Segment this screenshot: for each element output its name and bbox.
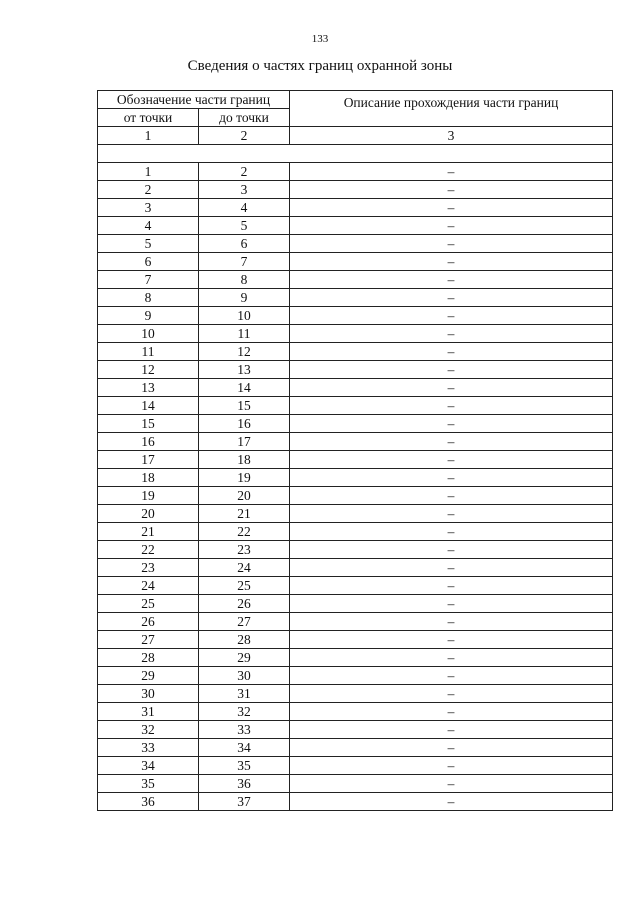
cell-desc: – bbox=[290, 415, 613, 433]
cell-to: 14 bbox=[199, 379, 290, 397]
cell-to: 34 bbox=[199, 739, 290, 757]
table-row bbox=[98, 649, 613, 667]
table-row bbox=[98, 433, 613, 451]
empty-separator-row bbox=[98, 145, 613, 163]
cell-desc: – bbox=[290, 631, 613, 649]
table-row bbox=[98, 361, 613, 379]
table-header-row bbox=[98, 91, 613, 109]
cell-desc: – bbox=[290, 793, 613, 811]
cell-from: 27 bbox=[98, 631, 199, 649]
cell-desc: – bbox=[290, 721, 613, 739]
cell-from: 15 bbox=[98, 415, 199, 433]
cell-from: 35 bbox=[98, 775, 199, 793]
cell-to: 17 bbox=[199, 433, 290, 451]
cell-desc: – bbox=[290, 541, 613, 559]
cell-desc: – bbox=[290, 775, 613, 793]
table-row bbox=[98, 793, 613, 811]
cell-from: 12 bbox=[98, 361, 199, 379]
column-number-row bbox=[98, 127, 613, 145]
cell-desc: – bbox=[290, 559, 613, 577]
cell-desc: – bbox=[290, 523, 613, 541]
cell-desc: – bbox=[290, 397, 613, 415]
cell-to: 18 bbox=[199, 451, 290, 469]
cell-to: 33 bbox=[199, 721, 290, 739]
cell-from: 7 bbox=[98, 271, 199, 289]
cell-to: 10 bbox=[199, 307, 290, 325]
cell-desc: – bbox=[290, 451, 613, 469]
cell-to: 20 bbox=[199, 487, 290, 505]
cell-to: 25 bbox=[199, 577, 290, 595]
cell-from: 31 bbox=[98, 703, 199, 721]
cell-desc: – bbox=[290, 163, 613, 181]
cell-desc: – bbox=[290, 649, 613, 667]
table-row bbox=[98, 343, 613, 361]
table-row bbox=[98, 757, 613, 775]
cell-to: 19 bbox=[199, 469, 290, 487]
cell-desc: – bbox=[290, 703, 613, 721]
cell-from: 36 bbox=[98, 793, 199, 811]
cell-from: 19 bbox=[98, 487, 199, 505]
table-row bbox=[98, 397, 613, 415]
cell-from: 10 bbox=[98, 325, 199, 343]
cell-from: 34 bbox=[98, 757, 199, 775]
table-row bbox=[98, 631, 613, 649]
cell-from: 28 bbox=[98, 649, 199, 667]
table-row bbox=[98, 469, 613, 487]
table-row bbox=[98, 703, 613, 721]
cell-to: 7 bbox=[199, 253, 290, 271]
cell-from: 26 bbox=[98, 613, 199, 631]
cell-to: 3 bbox=[199, 181, 290, 199]
table-row bbox=[98, 667, 613, 685]
cell-desc: – bbox=[290, 343, 613, 361]
table-row bbox=[98, 181, 613, 199]
cell-desc: – bbox=[290, 739, 613, 757]
table-row bbox=[98, 271, 613, 289]
table-row bbox=[98, 721, 613, 739]
table-row bbox=[98, 595, 613, 613]
cell-to: 30 bbox=[199, 667, 290, 685]
cell-from: 5 bbox=[98, 235, 199, 253]
cell-from: 20 bbox=[98, 505, 199, 523]
cell-desc: – bbox=[290, 595, 613, 613]
cell-from: 16 bbox=[98, 433, 199, 451]
table-row bbox=[98, 235, 613, 253]
cell-from: 30 bbox=[98, 685, 199, 703]
column-number-1: 1 bbox=[98, 127, 199, 145]
cell-desc: – bbox=[290, 487, 613, 505]
cell-desc: – bbox=[290, 685, 613, 703]
cell-to: 2 bbox=[199, 163, 290, 181]
cell-from: 29 bbox=[98, 667, 199, 685]
cell-from: 6 bbox=[98, 253, 199, 271]
table-row bbox=[98, 487, 613, 505]
table-row bbox=[98, 685, 613, 703]
cell-from: 4 bbox=[98, 217, 199, 235]
cell-desc: – bbox=[290, 271, 613, 289]
cell-from: 3 bbox=[98, 199, 199, 217]
table-row bbox=[98, 415, 613, 433]
cell-to: 11 bbox=[199, 325, 290, 343]
boundary-parts-table bbox=[97, 90, 613, 811]
cell-from: 9 bbox=[98, 307, 199, 325]
document-title: Сведения о частях границ охранной зоны bbox=[187, 58, 453, 74]
table-row bbox=[98, 325, 613, 343]
cell-to: 23 bbox=[199, 541, 290, 559]
cell-to: 15 bbox=[199, 397, 290, 415]
cell-to: 32 bbox=[199, 703, 290, 721]
table-row bbox=[98, 775, 613, 793]
page-number: 133 bbox=[311, 33, 329, 45]
cell-to: 26 bbox=[199, 595, 290, 613]
cell-to: 31 bbox=[199, 685, 290, 703]
table-row bbox=[98, 217, 613, 235]
cell-from: 25 bbox=[98, 595, 199, 613]
cell-to: 5 bbox=[199, 217, 290, 235]
table-row bbox=[98, 163, 613, 181]
cell-from: 1 bbox=[98, 163, 199, 181]
cell-to: 36 bbox=[199, 775, 290, 793]
cell-desc: – bbox=[290, 379, 613, 397]
cell-from: 13 bbox=[98, 379, 199, 397]
table-row bbox=[98, 577, 613, 595]
cell-to: 9 bbox=[199, 289, 290, 307]
cell-to: 35 bbox=[199, 757, 290, 775]
cell-from: 23 bbox=[98, 559, 199, 577]
table-row bbox=[98, 613, 613, 631]
cell-from: 32 bbox=[98, 721, 199, 739]
cell-desc: – bbox=[290, 307, 613, 325]
cell-from: 21 bbox=[98, 523, 199, 541]
cell-desc: – bbox=[290, 469, 613, 487]
cell-from: 8 bbox=[98, 289, 199, 307]
cell-from: 11 bbox=[98, 343, 199, 361]
column-number-2: 2 bbox=[199, 127, 290, 145]
table-row bbox=[98, 289, 613, 307]
table-row bbox=[98, 523, 613, 541]
cell-desc: – bbox=[290, 505, 613, 523]
cell-to: 13 bbox=[199, 361, 290, 379]
cell-to: 37 bbox=[199, 793, 290, 811]
cell-to: 29 bbox=[199, 649, 290, 667]
cell-to: 28 bbox=[199, 631, 290, 649]
table-row bbox=[98, 505, 613, 523]
cell-from: 2 bbox=[98, 181, 199, 199]
cell-from: 18 bbox=[98, 469, 199, 487]
empty-separator-cell bbox=[98, 145, 613, 163]
header-description: Описание прохождения части границ bbox=[290, 91, 613, 127]
table-row bbox=[98, 379, 613, 397]
cell-to: 12 bbox=[199, 343, 290, 361]
cell-to: 24 bbox=[199, 559, 290, 577]
cell-to: 6 bbox=[199, 235, 290, 253]
cell-desc: – bbox=[290, 433, 613, 451]
cell-desc: – bbox=[290, 757, 613, 775]
cell-desc: – bbox=[290, 361, 613, 379]
cell-from: 17 bbox=[98, 451, 199, 469]
table-row bbox=[98, 307, 613, 325]
cell-desc: – bbox=[290, 325, 613, 343]
column-number-3: 3 bbox=[290, 127, 613, 145]
cell-to: 21 bbox=[199, 505, 290, 523]
cell-desc: – bbox=[290, 577, 613, 595]
cell-desc: – bbox=[290, 199, 613, 217]
cell-desc: – bbox=[290, 217, 613, 235]
header-to-point: до точки bbox=[199, 109, 290, 127]
table-row bbox=[98, 199, 613, 217]
cell-from: 33 bbox=[98, 739, 199, 757]
cell-to: 16 bbox=[199, 415, 290, 433]
table-row bbox=[98, 541, 613, 559]
cell-to: 22 bbox=[199, 523, 290, 541]
cell-desc: – bbox=[290, 235, 613, 253]
cell-from: 24 bbox=[98, 577, 199, 595]
table-row bbox=[98, 253, 613, 271]
table-row bbox=[98, 739, 613, 757]
header-boundary-designation: Обозначение части границ bbox=[98, 91, 290, 109]
table-row bbox=[98, 559, 613, 577]
table-row bbox=[98, 451, 613, 469]
cell-desc: – bbox=[290, 613, 613, 631]
cell-desc: – bbox=[290, 289, 613, 307]
cell-desc: – bbox=[290, 253, 613, 271]
cell-to: 4 bbox=[199, 199, 290, 217]
cell-desc: – bbox=[290, 181, 613, 199]
cell-from: 14 bbox=[98, 397, 199, 415]
cell-from: 22 bbox=[98, 541, 199, 559]
cell-to: 27 bbox=[199, 613, 290, 631]
header-from-point: от точки bbox=[98, 109, 199, 127]
cell-desc: – bbox=[290, 667, 613, 685]
cell-to: 8 bbox=[199, 271, 290, 289]
